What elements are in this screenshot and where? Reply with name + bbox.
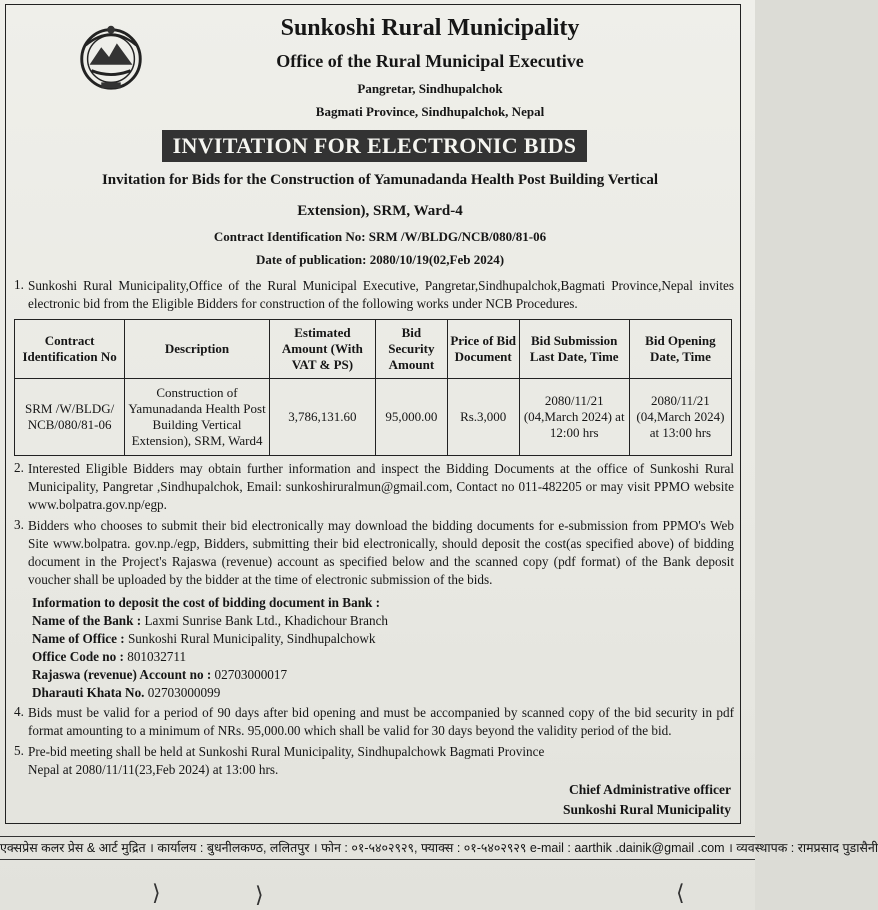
- point-4-text: Bids must be valid for a period of 90 days after bid opening and must be accompanied by scanned copy of the bid security in pdf format amounting to a minimum of NRs. 95,000.00 which shall be valid for 30 days beyond the validity period of the bid.: [28, 705, 734, 738]
- bank-name-line: [32, 612, 388, 630]
- cell-opening-date: 2080/11/21 (04,March 2024) at 13:00 hrs: [629, 379, 731, 456]
- header-estimated-amount: Estimated Amount (With VAT & PS): [269, 320, 375, 379]
- signatory-title: Chief Administrative officer: [569, 782, 731, 797]
- point-5-line-2: Nepal at 2080/11/11(23,Feb 2024) at 13:00 hrs.: [28, 762, 279, 777]
- bank-info-heading: Information to deposit the cost of bidding document in Bank :: [32, 595, 381, 610]
- office-name-line: [32, 630, 375, 648]
- page-edge-mark: ⟩: [255, 882, 264, 907]
- municipality-name: Sunkoshi Rural Municipality: [280, 15, 580, 41]
- cell-bid-security: 95,000.00: [376, 379, 448, 456]
- point-3-text: Bidders who chooses to submit their bid electronically may download the bidding documents for e-submission from PPMO's Web Site www.bolpatra. gov.np./egp, Bidders, submitting their bid electronically, should deposit the cost(as specified above) of bidding document in the Project's Rajaswa (revenue) account as specified below and the scanned copy (pdf format) of the Bank deposit voucher shall be uploaded by the bidder at the time of electronic submission of the bids.: [28, 518, 734, 587]
- point-5-line-1: Pre-bid meeting shall be held at Sunkoshi Rural Municipality, Sindhupalchowk Bagmati Province: [28, 744, 545, 759]
- header-submission-date: Bid Submission Last Date, Time: [519, 320, 629, 379]
- office-code-value: 801032711: [127, 649, 187, 664]
- dharauti-khata-label: Dharauti Khata No.: [32, 685, 145, 700]
- cell-bid-document-price: Rs.3,000: [447, 379, 519, 456]
- point-2-number: 2.: [14, 460, 24, 475]
- point-1-number: 1.: [14, 277, 24, 292]
- rajaswa-account-label: Rajaswa (revenue) Account no :: [32, 667, 212, 682]
- page-edge-mark: ⟩: [152, 880, 161, 905]
- bid-subject-line-2: Extension), SRM, Ward-4: [297, 203, 463, 219]
- government-emblem-icon: [72, 18, 150, 96]
- point-1-text: Sunkoshi Rural Municipality,Office of the Rural Municipal Executive, Pangretar,Sindhupalchok,Bagmati Province,Nepal invites electronic bid from the Eligible Bidders for construction of the following works under NCB Procedures.: [28, 278, 734, 311]
- office-name: Office of the Rural Municipal Executive: [276, 51, 584, 71]
- header-opening-date: Bid Opening Date, Time: [629, 320, 731, 379]
- page-edge-mark: ⟨: [676, 880, 685, 905]
- dharauti-khata-value: 02703000099: [147, 685, 221, 700]
- cell-contract-id: SRM /W/BLDG/ NCB/080/81-06: [15, 379, 125, 456]
- bank-name-label: Name of the Bank :: [32, 613, 142, 628]
- notice-banner: INVITATION FOR ELECTRONIC BIDS: [162, 130, 587, 162]
- office-name-label: Name of Office :: [32, 631, 125, 646]
- office-code-line: [32, 648, 186, 666]
- bid-table: [14, 319, 732, 456]
- point-5-number: 5.: [14, 743, 24, 758]
- point-2-text: Interested Eligible Bidders may obtain further information and inspect the Bidding Documents at the office of Sunkoshi Rural Municipality, Pangretar ,Sindhupalchok, Email: sunkoshiruralmun@gmail.com, Contact no 011-482205 or may visit PPMO website www.bolpatra.gov.np/egp.: [28, 461, 734, 512]
- address-line-1: Pangretar, Sindhupalchok: [357, 81, 503, 96]
- cell-estimated-amount: 3,786,131.60: [269, 379, 375, 456]
- header-contract-id: Contract Identification No: [15, 320, 125, 379]
- point-4-number: 4.: [14, 704, 24, 719]
- bank-name-value: Laxmi Sunrise Bank Ltd., Khadichour Branch: [144, 613, 389, 628]
- newspaper-footer: एक्सप्रेस कलर प्रेस & आर्ट मुद्रित । कार्यालय : बुधनीलकण्ठ, ललितपुर । फोन : ०१-५४०२९२९, फ्याक्स : ०१-५४०२९२९ e-mail : aarthik .dainik@gmail .com । व्यवस्थापक : रामप्रसाद पुडासैनी: [0, 836, 755, 860]
- contract-id-line: Contract Identification No: SRM /W/BLDG/NCB/080/81-06: [213, 229, 547, 244]
- cell-description: Construction of Yamunadanda Health Post Building Vertical Extension), SRM, Ward4: [125, 379, 270, 456]
- signatory-organization: Sunkoshi Rural Municipality: [562, 802, 731, 817]
- office-name-value: Sunkoshi Rural Municipality, Sindhupalchowk: [127, 631, 376, 646]
- header-bid-security: Bid Security Amount: [376, 320, 448, 379]
- table-row: [15, 379, 732, 456]
- bid-table-header-row: [15, 320, 732, 379]
- office-code-label: Office Code no :: [32, 649, 124, 664]
- bid-subject-line-1: Invitation for Bids for the Construction of Yamunadanda Health Post Building Vertical: [101, 172, 659, 188]
- dharauti-khata-line: [32, 684, 220, 702]
- publication-date-line: Date of publication: 2080/10/19(02,Feb 2024): [255, 252, 505, 267]
- header-bid-document-price: Price of Bid Document: [447, 320, 519, 379]
- rajaswa-account-line: [32, 666, 287, 684]
- point-3-number: 3.: [14, 517, 24, 532]
- cell-submission-date: 2080/11/21 (04,March 2024) at 12:00 hrs: [519, 379, 629, 456]
- address-line-2: Bagmati Province, Sindhupalchok, Nepal: [315, 104, 545, 119]
- header-description: Description: [125, 320, 270, 379]
- rajaswa-account-value: 02703000017: [214, 667, 288, 682]
